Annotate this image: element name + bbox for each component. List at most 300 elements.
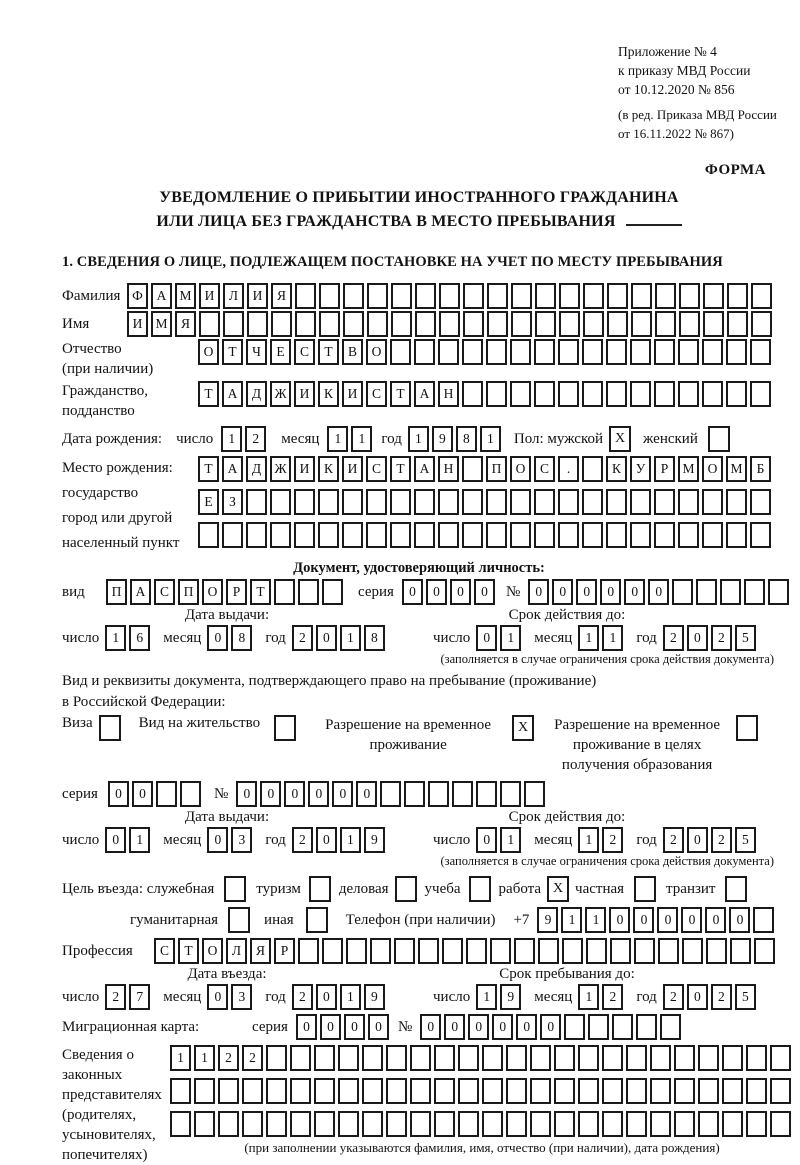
char-box[interactable]: 9 [500,984,521,1010]
char-box[interactable] [414,489,435,515]
char-box[interactable]: А [222,456,243,482]
char-box[interactable]: 0 [236,781,257,807]
char-box[interactable]: И [199,283,220,309]
char-box[interactable]: 1 [500,625,521,651]
char-box[interactable] [362,1111,383,1137]
char-box[interactable] [753,907,774,933]
char-box[interactable]: Т [178,938,199,964]
char-box[interactable] [582,381,603,407]
char-box[interactable] [462,522,483,548]
char-box[interactable] [266,1111,287,1137]
char-box[interactable] [562,938,583,964]
char-box[interactable] [366,489,387,515]
char-box[interactable] [318,489,339,515]
char-box[interactable] [414,522,435,548]
char-box[interactable]: А [151,283,172,309]
char-box[interactable] [290,1045,311,1071]
char-box[interactable] [534,489,555,515]
char-box[interactable] [750,489,771,515]
char-box[interactable]: Ж [270,456,291,482]
char-box[interactable]: 0 [468,1014,489,1040]
char-box[interactable] [410,1111,431,1137]
stay-month-boxes[interactable] [578,984,626,1010]
char-box[interactable]: 0 [368,1014,389,1040]
char-box[interactable] [582,456,603,482]
char-box[interactable]: О [202,938,223,964]
char-box[interactable] [490,938,511,964]
char-box[interactable] [410,1078,431,1104]
char-box[interactable] [322,579,343,605]
char-box[interactable]: 5 [735,984,756,1010]
char-box[interactable] [746,1111,767,1137]
char-box[interactable] [582,522,603,548]
char-box[interactable]: 1 [408,426,429,452]
char-box[interactable]: О [366,339,387,365]
char-box[interactable]: А [414,456,435,482]
char-box[interactable] [511,283,532,309]
char-box[interactable] [746,1078,767,1104]
char-box[interactable] [722,1078,743,1104]
char-box[interactable] [754,938,775,964]
char-box[interactable] [246,489,267,515]
birthplace-row1-boxes[interactable] [198,456,774,482]
char-box[interactable] [770,1111,791,1137]
char-box[interactable] [438,489,459,515]
char-box[interactable] [510,339,531,365]
char-box[interactable]: С [366,381,387,407]
char-box[interactable]: Т [390,381,411,407]
char-box[interactable] [314,1045,335,1071]
char-box[interactable] [631,311,652,337]
char-box[interactable] [554,1078,575,1104]
char-box[interactable]: Т [390,456,411,482]
permit-valid-day-boxes[interactable] [476,827,524,853]
char-box[interactable] [606,522,627,548]
char-box[interactable]: П [106,579,127,605]
char-box[interactable]: 2 [602,984,623,1010]
char-box[interactable] [559,283,580,309]
char-box[interactable]: Е [198,489,219,515]
char-box[interactable]: 1 [327,426,348,452]
char-box[interactable] [386,1078,407,1104]
char-box[interactable] [746,1045,767,1071]
char-box[interactable] [462,456,483,482]
char-box[interactable]: Т [198,381,219,407]
char-box[interactable] [338,1045,359,1071]
char-box[interactable] [750,339,771,365]
char-box[interactable]: 0 [516,1014,537,1040]
char-box[interactable] [410,1045,431,1071]
char-box[interactable] [199,311,220,337]
char-box[interactable] [442,938,463,964]
char-box[interactable] [367,283,388,309]
char-box[interactable] [602,1111,623,1137]
char-box[interactable]: 3 [231,827,252,853]
char-box[interactable]: 5 [735,827,756,853]
char-box[interactable] [295,311,316,337]
char-box[interactable]: Я [175,311,196,337]
char-box[interactable]: В [342,339,363,365]
char-box[interactable] [583,311,604,337]
char-box[interactable] [370,938,391,964]
char-box[interactable]: К [318,381,339,407]
char-box[interactable] [434,1078,455,1104]
char-box[interactable] [247,311,268,337]
char-box[interactable] [674,1045,695,1071]
char-box[interactable]: 1 [578,827,599,853]
char-box[interactable]: 0 [450,579,471,605]
char-box[interactable] [462,489,483,515]
char-box[interactable] [506,1111,527,1137]
char-box[interactable] [770,1045,791,1071]
mig-number-boxes[interactable] [420,1014,684,1040]
char-box[interactable] [630,381,651,407]
char-box[interactable]: 1 [351,426,372,452]
char-box[interactable] [558,489,579,515]
entry-year-boxes[interactable] [292,984,388,1010]
char-box[interactable] [626,1045,647,1071]
char-box[interactable] [439,283,460,309]
char-box[interactable]: 0 [420,1014,441,1040]
char-box[interactable]: 0 [476,827,497,853]
char-box[interactable] [322,938,343,964]
char-box[interactable] [194,1078,215,1104]
char-box[interactable] [586,938,607,964]
char-box[interactable] [218,1111,239,1137]
char-box[interactable]: И [127,311,148,337]
birthplace-row2-boxes[interactable] [198,489,774,515]
char-box[interactable] [434,1045,455,1071]
char-box[interactable]: 9 [364,827,385,853]
char-box[interactable]: Л [226,938,247,964]
char-box[interactable]: М [726,456,747,482]
char-box[interactable]: 0 [528,579,549,605]
char-box[interactable] [654,381,675,407]
char-box[interactable]: Д [246,381,267,407]
doc-issue-year-boxes[interactable] [292,625,388,651]
char-box[interactable] [290,1078,311,1104]
char-box[interactable] [650,1045,671,1071]
char-box[interactable]: 0 [687,984,708,1010]
char-box[interactable] [578,1045,599,1071]
char-box[interactable] [582,489,603,515]
char-box[interactable]: 0 [296,1014,317,1040]
char-box[interactable] [679,283,700,309]
char-box[interactable] [606,339,627,365]
char-box[interactable] [180,781,201,807]
char-box[interactable] [482,1111,503,1137]
char-box[interactable] [654,522,675,548]
char-box[interactable] [582,339,603,365]
char-box[interactable] [602,1078,623,1104]
char-box[interactable]: З [222,489,243,515]
char-box[interactable] [362,1045,383,1071]
char-box[interactable]: 1 [578,984,599,1010]
char-box[interactable] [318,522,339,548]
char-box[interactable] [486,381,507,407]
char-box[interactable]: О [702,456,723,482]
char-box[interactable]: О [510,456,531,482]
char-box[interactable]: Р [226,579,247,605]
checkbox-work[interactable]: X [547,876,569,902]
char-box[interactable]: 0 [316,984,337,1010]
char-box[interactable] [588,1014,609,1040]
char-box[interactable]: 0 [444,1014,465,1040]
legal-row3-boxes[interactable] [170,1111,794,1137]
checkbox-temp-residence-edu[interactable] [736,715,758,741]
char-box[interactable] [462,381,483,407]
char-box[interactable]: 0 [687,827,708,853]
char-box[interactable]: 6 [129,625,150,651]
char-box[interactable] [530,1111,551,1137]
char-box[interactable]: 0 [108,781,129,807]
char-box[interactable] [506,1078,527,1104]
permit-valid-year-boxes[interactable] [663,827,759,853]
char-box[interactable] [726,339,747,365]
char-box[interactable] [380,781,401,807]
char-box[interactable] [534,381,555,407]
char-box[interactable]: 2 [242,1045,263,1071]
char-box[interactable]: 2 [711,827,732,853]
char-box[interactable] [458,1045,479,1071]
char-box[interactable] [607,311,628,337]
char-box[interactable] [558,339,579,365]
char-box[interactable]: 0 [402,579,423,605]
char-box[interactable] [294,522,315,548]
char-box[interactable] [266,1078,287,1104]
char-box[interactable]: Л [223,283,244,309]
char-box[interactable] [636,1014,657,1040]
char-box[interactable]: У [630,456,651,482]
char-box[interactable] [319,283,340,309]
char-box[interactable] [367,311,388,337]
char-box[interactable]: 1 [340,984,361,1010]
char-box[interactable]: 0 [260,781,281,807]
char-box[interactable]: 0 [705,907,726,933]
char-box[interactable]: С [534,456,555,482]
char-box[interactable]: 0 [600,579,621,605]
char-box[interactable]: 0 [624,579,645,605]
char-box[interactable] [343,311,364,337]
char-box[interactable] [246,522,267,548]
birth-day-boxes[interactable] [221,426,269,452]
char-box[interactable] [682,938,703,964]
char-box[interactable]: 0 [426,579,447,605]
char-box[interactable]: 0 [105,827,126,853]
char-box[interactable]: 2 [663,827,684,853]
char-box[interactable] [768,579,789,605]
char-box[interactable] [726,522,747,548]
name-boxes[interactable] [127,311,775,337]
char-box[interactable]: 2 [711,625,732,651]
checkbox-residence-permit[interactable] [274,715,296,741]
char-box[interactable] [390,339,411,365]
char-box[interactable] [415,283,436,309]
char-box[interactable]: И [294,381,315,407]
checkbox-male[interactable]: X [609,426,631,452]
char-box[interactable]: Н [438,381,459,407]
char-box[interactable]: 1 [105,625,126,651]
char-box[interactable]: 0 [633,907,654,933]
citizenship-boxes[interactable] [198,381,774,407]
char-box[interactable] [338,1111,359,1137]
char-box[interactable]: И [294,456,315,482]
char-box[interactable] [606,381,627,407]
char-box[interactable] [418,938,439,964]
char-box[interactable] [486,489,507,515]
char-box[interactable] [298,938,319,964]
char-box[interactable]: П [178,579,199,605]
char-box[interactable] [366,522,387,548]
char-box[interactable] [290,1111,311,1137]
doc-type-boxes[interactable] [106,579,346,605]
char-box[interactable]: 0 [576,579,597,605]
char-box[interactable]: 0 [687,625,708,651]
char-box[interactable]: С [154,579,175,605]
char-box[interactable] [706,938,727,964]
char-box[interactable] [660,1014,681,1040]
char-box[interactable] [727,283,748,309]
char-box[interactable]: Я [250,938,271,964]
char-box[interactable]: 2 [663,625,684,651]
char-box[interactable] [463,311,484,337]
char-box[interactable]: 2 [711,984,732,1010]
char-box[interactable]: 0 [308,781,329,807]
char-box[interactable]: Ч [246,339,267,365]
char-box[interactable] [524,781,545,807]
char-box[interactable] [654,489,675,515]
char-box[interactable]: С [154,938,175,964]
mig-series-boxes[interactable] [296,1014,392,1040]
checkbox-private[interactable] [634,876,656,902]
char-box[interactable] [500,781,521,807]
char-box[interactable]: Ж [270,381,291,407]
char-box[interactable] [270,522,291,548]
char-box[interactable]: 0 [476,625,497,651]
char-box[interactable] [703,283,724,309]
char-box[interactable]: 0 [657,907,678,933]
char-box[interactable]: 0 [356,781,377,807]
char-box[interactable] [650,1078,671,1104]
char-box[interactable] [630,339,651,365]
char-box[interactable] [342,522,363,548]
char-box[interactable] [270,489,291,515]
checkbox-business[interactable] [395,876,417,902]
char-box[interactable] [170,1078,191,1104]
char-box[interactable] [510,522,531,548]
char-box[interactable] [458,1111,479,1137]
char-box[interactable]: 8 [364,625,385,651]
char-box[interactable] [510,489,531,515]
char-box[interactable]: 1 [480,426,501,452]
birth-year-boxes[interactable] [408,426,504,452]
char-box[interactable] [394,938,415,964]
checkbox-study[interactable] [469,876,491,902]
char-box[interactable] [554,1045,575,1071]
char-box[interactable]: 8 [456,426,477,452]
char-box[interactable] [751,283,772,309]
char-box[interactable] [612,1014,633,1040]
char-box[interactable]: 0 [474,579,495,605]
char-box[interactable]: 2 [292,827,313,853]
char-box[interactable] [194,1111,215,1137]
char-box[interactable] [583,283,604,309]
char-box[interactable]: 0 [540,1014,561,1040]
char-box[interactable]: 2 [218,1045,239,1071]
char-box[interactable]: 0 [316,827,337,853]
char-box[interactable] [438,339,459,365]
char-box[interactable] [298,579,319,605]
char-box[interactable] [514,938,535,964]
permit-issue-month-boxes[interactable] [207,827,255,853]
doc-valid-year-boxes[interactable] [663,625,759,651]
char-box[interactable] [650,1111,671,1137]
char-box[interactable]: 7 [129,984,150,1010]
char-box[interactable]: Е [270,339,291,365]
char-box[interactable] [674,1111,695,1137]
doc-valid-day-boxes[interactable] [476,625,524,651]
char-box[interactable] [564,1014,585,1040]
doc-issue-month-boxes[interactable] [207,625,255,651]
char-box[interactable] [343,283,364,309]
char-box[interactable]: А [414,381,435,407]
char-box[interactable] [414,339,435,365]
char-box[interactable]: 5 [735,625,756,651]
doc-valid-month-boxes[interactable] [578,625,626,651]
char-box[interactable] [156,781,177,807]
char-box[interactable]: 0 [320,1014,341,1040]
char-box[interactable] [482,1078,503,1104]
char-box[interactable] [170,1111,191,1137]
char-box[interactable] [274,579,295,605]
char-box[interactable]: 1 [129,827,150,853]
char-box[interactable] [487,283,508,309]
char-box[interactable]: М [175,283,196,309]
char-box[interactable]: Т [222,339,243,365]
char-box[interactable]: Ф [127,283,148,309]
char-box[interactable] [463,283,484,309]
checkbox-female[interactable] [708,426,730,452]
doc-number-boxes[interactable] [528,579,792,605]
char-box[interactable] [294,489,315,515]
phone-boxes[interactable] [537,907,777,933]
char-box[interactable]: 8 [231,625,252,651]
char-box[interactable] [295,283,316,309]
checkbox-official[interactable] [224,876,246,902]
char-box[interactable]: П [486,456,507,482]
char-box[interactable] [391,283,412,309]
char-box[interactable] [654,339,675,365]
char-box[interactable] [466,938,487,964]
char-box[interactable]: Н [438,456,459,482]
char-box[interactable] [439,311,460,337]
char-box[interactable] [672,579,693,605]
char-box[interactable] [390,489,411,515]
char-box[interactable]: И [342,381,363,407]
birth-month-boxes[interactable] [327,426,375,452]
char-box[interactable] [506,1045,527,1071]
char-box[interactable] [578,1078,599,1104]
char-box[interactable] [266,1045,287,1071]
char-box[interactable] [314,1078,335,1104]
checkbox-visa[interactable] [99,715,121,741]
char-box[interactable] [222,522,243,548]
char-box[interactable] [770,1078,791,1104]
char-box[interactable] [486,522,507,548]
char-box[interactable]: А [222,381,243,407]
char-box[interactable] [558,381,579,407]
char-box[interactable] [674,1078,695,1104]
